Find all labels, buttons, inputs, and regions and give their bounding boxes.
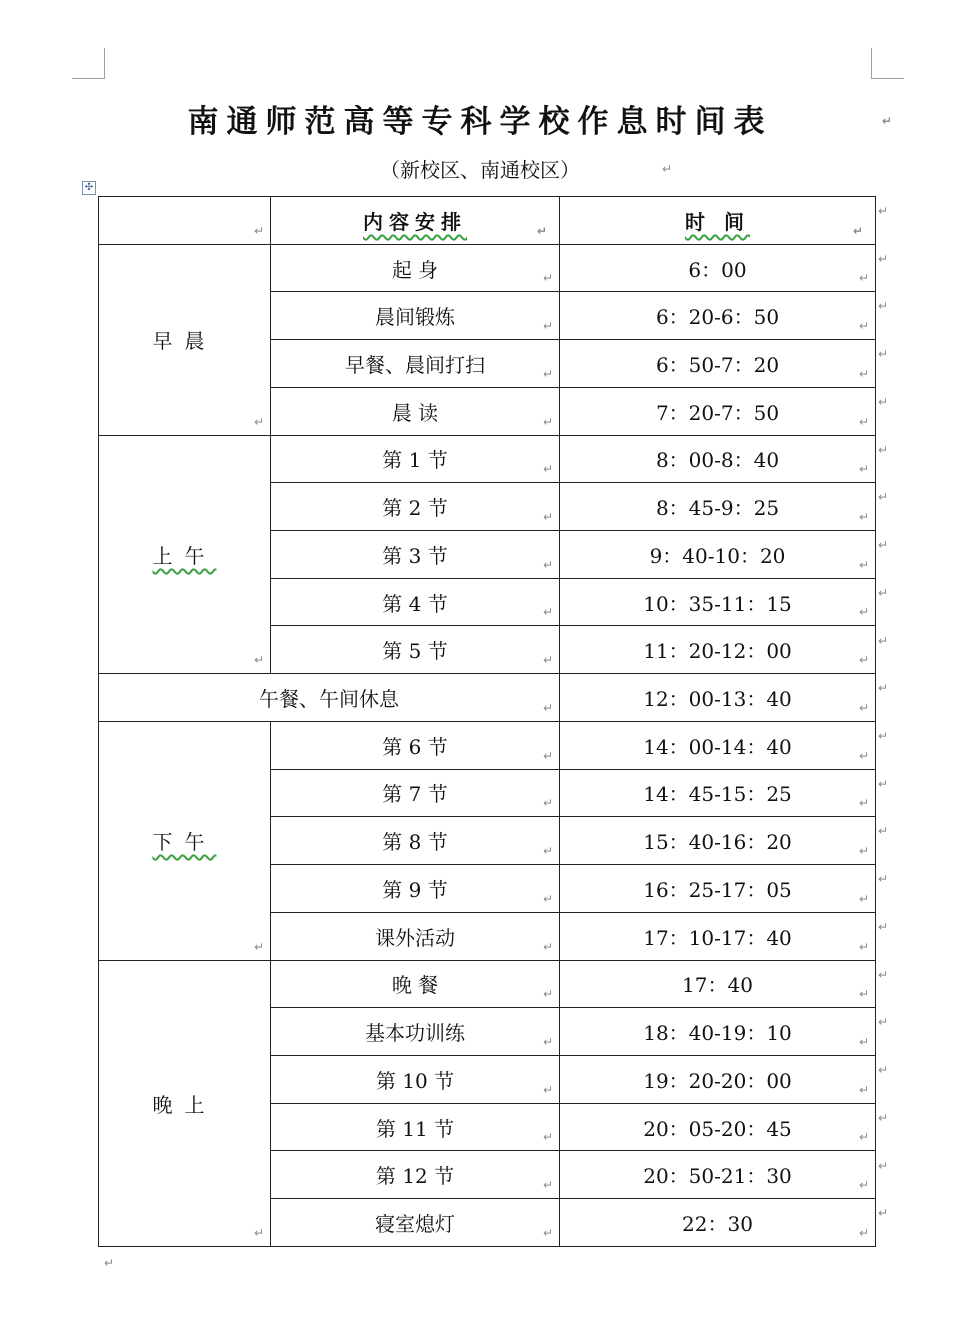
lunch-cell-text: 午餐、午间休息 xyxy=(259,687,399,712)
time-cell-text: 14：00-14：40 xyxy=(643,734,792,759)
period-cell-text: 下午 xyxy=(152,830,217,855)
row-end-mark: ↵ xyxy=(878,776,889,791)
cell-end-mark: ↵ xyxy=(852,223,869,238)
cell-end-mark: ↵ xyxy=(542,748,553,763)
page-corner-top-left xyxy=(72,48,105,79)
cell-end-mark: ↵ xyxy=(542,1034,553,1049)
document-title xyxy=(0,96,960,141)
item-cell xyxy=(271,292,560,340)
row-end-mark: ↵ xyxy=(878,299,889,314)
period-cell xyxy=(99,721,271,960)
page-corner-top-right xyxy=(871,48,904,79)
item-cell-text: 早餐、晨间打扫 xyxy=(345,353,485,378)
cell-end-mark: ↵ xyxy=(542,987,553,1002)
item-cell-text: 基本功训练 xyxy=(365,1021,465,1046)
cell-end-mark: ↵ xyxy=(858,987,869,1002)
cell-end-mark: ↵ xyxy=(858,605,869,620)
item-cell xyxy=(271,912,560,960)
time-cell xyxy=(560,292,876,340)
row-end-mark: ↵ xyxy=(878,1063,889,1078)
cell-end-mark: ↵ xyxy=(253,653,264,668)
time-cell-text: 20：50-21：30 xyxy=(643,1164,792,1189)
row-end-mark: ↵ xyxy=(878,1110,889,1125)
item-cell-text: 第 5 节 xyxy=(382,639,448,664)
time-cell-text: 17：40 xyxy=(682,973,753,998)
cell-end-mark: ↵ xyxy=(542,700,553,715)
period-cell-text: 上午 xyxy=(152,543,217,568)
table-row xyxy=(99,435,876,483)
row-end-mark: ↵ xyxy=(878,633,889,648)
time-cell xyxy=(560,1151,876,1199)
table-row xyxy=(99,244,876,292)
time-cell xyxy=(560,626,876,674)
row-end-mark: ↵ xyxy=(878,872,889,887)
cell-end-mark: ↵ xyxy=(536,223,553,238)
item-cell-text: 第 1 节 xyxy=(382,448,448,473)
cell-end-mark: ↵ xyxy=(858,557,869,572)
time-cell-text: 19：20-20：00 xyxy=(643,1068,792,1093)
item-cell-text: 晚 餐 xyxy=(391,973,439,998)
cell-end-mark: ↵ xyxy=(858,366,869,381)
document-subtitle-text: （新校区、南通校区） xyxy=(380,158,580,182)
cell-end-mark: ↵ xyxy=(542,939,553,954)
cell-end-mark: ↵ xyxy=(858,700,869,715)
document-subtitle xyxy=(0,154,960,183)
time-cell xyxy=(560,578,876,626)
row-end-mark: ↵ xyxy=(878,681,889,696)
cell-end-mark: ↵ xyxy=(858,1082,869,1097)
row-end-mark: ↵ xyxy=(878,824,889,839)
paragraph-mark: ↵ xyxy=(882,114,901,128)
time-cell xyxy=(560,483,876,531)
time-cell-text: 6：50-7：20 xyxy=(655,353,780,378)
item-cell xyxy=(271,721,560,769)
item-cell-text: 晨间锻炼 xyxy=(375,305,455,330)
time-cell-text: 8：45-9：25 xyxy=(655,496,780,521)
period-cell xyxy=(99,960,271,1246)
row-end-mark: ↵ xyxy=(878,394,889,409)
item-cell-text: 第 11 节 xyxy=(375,1116,455,1141)
lunch-cell xyxy=(99,674,560,722)
row-end-mark: ↵ xyxy=(878,919,889,934)
period-cell xyxy=(99,435,271,674)
time-cell xyxy=(560,340,876,388)
cell-end-mark: ↵ xyxy=(858,1034,869,1049)
time-cell xyxy=(560,1055,876,1103)
item-cell xyxy=(271,1008,560,1056)
period-cell-text: 早晨 xyxy=(152,329,217,354)
table-row xyxy=(99,674,876,722)
item-cell xyxy=(271,483,560,531)
time-cell xyxy=(560,817,876,865)
cell-end-mark: ↵ xyxy=(858,1225,869,1240)
cell-end-mark: ↵ xyxy=(542,557,553,572)
time-cell-text: 6：00 xyxy=(688,257,747,282)
item-cell-text: 课外活动 xyxy=(375,925,455,950)
cell-end-mark: ↵ xyxy=(253,939,264,954)
time-cell-text: 10：35-11：15 xyxy=(643,591,792,616)
time-cell xyxy=(560,960,876,1008)
time-cell xyxy=(560,435,876,483)
item-cell-text: 第 10 节 xyxy=(375,1068,455,1093)
item-cell xyxy=(271,865,560,913)
row-end-mark: ↵ xyxy=(878,204,889,218)
cell-end-mark: ↵ xyxy=(858,939,869,954)
cell-end-mark: ↵ xyxy=(858,796,869,811)
header-cell-time-text: 时 间 xyxy=(685,209,750,234)
time-cell-text: 15：40-16：20 xyxy=(643,830,792,855)
schedule-table xyxy=(98,196,876,1247)
time-cell-text: 16：25-17：05 xyxy=(643,877,792,902)
header-cell-blank xyxy=(99,197,271,245)
cell-end-mark: ↵ xyxy=(858,414,869,429)
time-cell xyxy=(560,674,876,722)
item-cell-text: 第 3 节 xyxy=(382,543,448,568)
cell-end-mark: ↵ xyxy=(542,1130,553,1145)
time-cell xyxy=(560,244,876,292)
cell-end-mark: ↵ xyxy=(542,414,553,429)
cell-end-mark: ↵ xyxy=(542,510,553,525)
time-cell xyxy=(560,865,876,913)
period-cell xyxy=(99,244,271,435)
row-end-mark: ↵ xyxy=(878,347,889,362)
time-cell xyxy=(560,1103,876,1151)
item-cell xyxy=(271,960,560,1008)
item-cell xyxy=(271,1199,560,1247)
item-cell-text: 晨 读 xyxy=(391,400,439,425)
table-header-row xyxy=(99,197,876,245)
row-end-mark: ↵ xyxy=(878,1158,889,1173)
cell-end-mark: ↵ xyxy=(542,653,553,668)
item-cell-text: 第 7 节 xyxy=(382,782,448,807)
cell-end-mark: ↵ xyxy=(858,271,869,286)
cell-end-mark: ↵ xyxy=(858,319,869,334)
item-cell-text: 第 12 节 xyxy=(375,1164,455,1189)
paragraph-mark: ↵ xyxy=(662,162,673,176)
cell-end-mark: ↵ xyxy=(858,748,869,763)
time-cell-text: 14：45-15：25 xyxy=(643,782,792,807)
time-cell-text: 17：10-17：40 xyxy=(643,925,792,950)
row-end-mark: ↵ xyxy=(878,490,889,505)
item-cell xyxy=(271,1055,560,1103)
item-cell xyxy=(271,1151,560,1199)
row-end-mark: ↵ xyxy=(878,1206,889,1221)
time-cell-text: 20：05-20：45 xyxy=(643,1116,792,1141)
header-cell-content xyxy=(271,197,560,245)
cell-end-mark: ↵ xyxy=(542,1178,553,1193)
cell-end-mark: ↵ xyxy=(542,1225,553,1240)
cell-end-mark: ↵ xyxy=(858,844,869,859)
cell-end-mark: ↵ xyxy=(542,271,553,286)
cell-end-mark: ↵ xyxy=(253,1225,264,1240)
cell-end-mark: ↵ xyxy=(542,462,553,477)
table-move-handle-icon[interactable]: ✣ xyxy=(82,181,96,195)
table-row xyxy=(99,721,876,769)
table-row xyxy=(99,960,876,1008)
time-cell xyxy=(560,912,876,960)
row-end-mark: ↵ xyxy=(878,1015,889,1030)
cell-end-mark: ↵ xyxy=(858,1130,869,1145)
item-cell xyxy=(271,1103,560,1151)
header-cell-content-text: 内容安排 xyxy=(363,209,467,234)
item-cell xyxy=(271,340,560,388)
row-end-mark: ↵ xyxy=(878,538,889,553)
cell-end-mark: ↵ xyxy=(858,510,869,525)
cell-end-mark: ↵ xyxy=(542,1082,553,1097)
item-cell-text: 第 9 节 xyxy=(382,877,448,902)
document-title-text: 南通师范高等专科学校作息时间表 xyxy=(187,104,773,140)
cell-end-mark: ↵ xyxy=(858,462,869,477)
cell-end-mark: ↵ xyxy=(542,891,553,906)
time-cell xyxy=(560,1199,876,1247)
cell-end-mark: ↵ xyxy=(542,605,553,620)
time-cell-text: 7：20-7：50 xyxy=(655,400,780,425)
time-cell-text: 8：00-8：40 xyxy=(655,448,780,473)
time-cell xyxy=(560,387,876,435)
item-cell-text: 起 身 xyxy=(391,257,439,282)
cell-end-mark: ↵ xyxy=(253,414,264,429)
cell-end-mark: ↵ xyxy=(542,796,553,811)
item-cell-text: 第 2 节 xyxy=(382,496,448,521)
time-cell-text: 6：20-6：50 xyxy=(655,305,780,330)
time-cell xyxy=(560,1008,876,1056)
row-end-mark: ↵ xyxy=(878,967,889,982)
time-cell-text: 22：30 xyxy=(682,1211,753,1236)
item-cell-text: 第 4 节 xyxy=(382,591,448,616)
row-end-mark: ↵ xyxy=(878,251,889,266)
item-cell xyxy=(271,626,560,674)
time-cell-text: 12：00-13：40 xyxy=(643,687,792,712)
time-cell xyxy=(560,721,876,769)
cell-end-mark: ↵ xyxy=(858,653,869,668)
period-cell-text: 晚上 xyxy=(152,1092,217,1117)
row-end-mark: ↵ xyxy=(878,585,889,600)
cell-end-mark: ↵ xyxy=(858,891,869,906)
item-cell-text: 第 6 节 xyxy=(382,734,448,759)
item-cell xyxy=(271,435,560,483)
paragraph-mark: ↵ xyxy=(104,1256,115,1270)
cell-end-mark: ↵ xyxy=(858,1178,869,1193)
item-cell xyxy=(271,244,560,292)
time-cell-text: 11：20-12：00 xyxy=(643,639,792,664)
cell-end-mark: ↵ xyxy=(542,319,553,334)
time-cell-text: 9：40-10：20 xyxy=(649,543,786,568)
item-cell-text: 寝室熄灯 xyxy=(375,1211,455,1236)
cell-end-mark: ↵ xyxy=(542,366,553,381)
cell-end-mark: ↵ xyxy=(253,223,264,238)
row-end-mark: ↵ xyxy=(878,729,889,743)
item-cell xyxy=(271,769,560,817)
time-cell xyxy=(560,531,876,579)
time-cell-text: 18：40-19：10 xyxy=(643,1021,792,1046)
row-end-mark: ↵ xyxy=(878,442,889,457)
time-cell xyxy=(560,769,876,817)
item-cell xyxy=(271,531,560,579)
item-cell xyxy=(271,387,560,435)
header-cell-time xyxy=(560,197,876,245)
item-cell xyxy=(271,817,560,865)
cell-end-mark: ↵ xyxy=(542,844,553,859)
item-cell-text: 第 8 节 xyxy=(382,830,448,855)
item-cell xyxy=(271,578,560,626)
